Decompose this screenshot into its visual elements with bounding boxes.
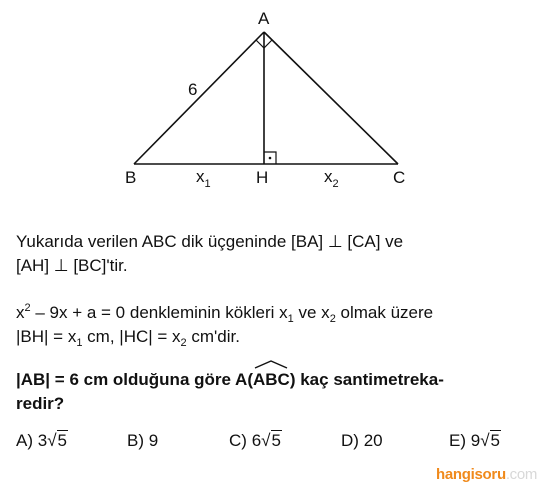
- question-text: [16, 368, 444, 416]
- vertex-h-label: H: [256, 168, 269, 187]
- option-a[interactable]: A) 3√5: [16, 431, 68, 450]
- triangle-figure: [0, 0, 530, 200]
- question-line-1: |AB| = 6 cm olduğuna göre A( ABC) kaç santimetreka-: [16, 368, 444, 392]
- given-line-2: [AH] ⊥ [BC]'tir.: [16, 256, 128, 275]
- side-ab: [134, 32, 264, 164]
- site-watermark: hangisoru.com: [436, 466, 537, 483]
- sqrt-symbol: √5: [47, 431, 68, 450]
- segment-hc-label: $x_2$: [324, 167, 339, 190]
- vertex-c-label: C: [393, 168, 406, 187]
- answer-options: [16, 431, 526, 457]
- given-line-1: Yukarıda verilen ABC dik üçgeninde [BA] ⊥ [CA] ve: [16, 232, 404, 251]
- given-statement: [16, 230, 403, 278]
- equation-line: $x^2 - 9x + a = 0$ denkleminin kökleri $x_1$ ve $x_2$ olmak üzere: [16, 302, 434, 325]
- angle-abc: ABC: [253, 368, 290, 392]
- question-line-2: redir?: [16, 394, 65, 413]
- segment-definition-line: $|BH| = x_1$ cm, $|HC| = x_2$ cm'dir.: [16, 327, 240, 349]
- option-e[interactable]: E) 9√5: [449, 431, 501, 450]
- option-c[interactable]: C) 6√5: [229, 431, 281, 450]
- side-ab-length: 6: [188, 80, 198, 99]
- vertex-a-label: A: [258, 9, 270, 28]
- sqrt-symbol: √5: [480, 431, 501, 450]
- segment-bh-label: $x_1$: [196, 167, 211, 190]
- angle-hat-icon: [253, 359, 289, 369]
- vertex-b-label: B: [125, 168, 137, 187]
- option-b[interactable]: B) 9: [127, 431, 159, 450]
- side-ac: [264, 32, 398, 164]
- option-d[interactable]: D) 20: [341, 431, 383, 450]
- equation-statement: [16, 301, 433, 349]
- sqrt-symbol: √5: [261, 431, 281, 450]
- right-angle-dot-h: [269, 157, 272, 160]
